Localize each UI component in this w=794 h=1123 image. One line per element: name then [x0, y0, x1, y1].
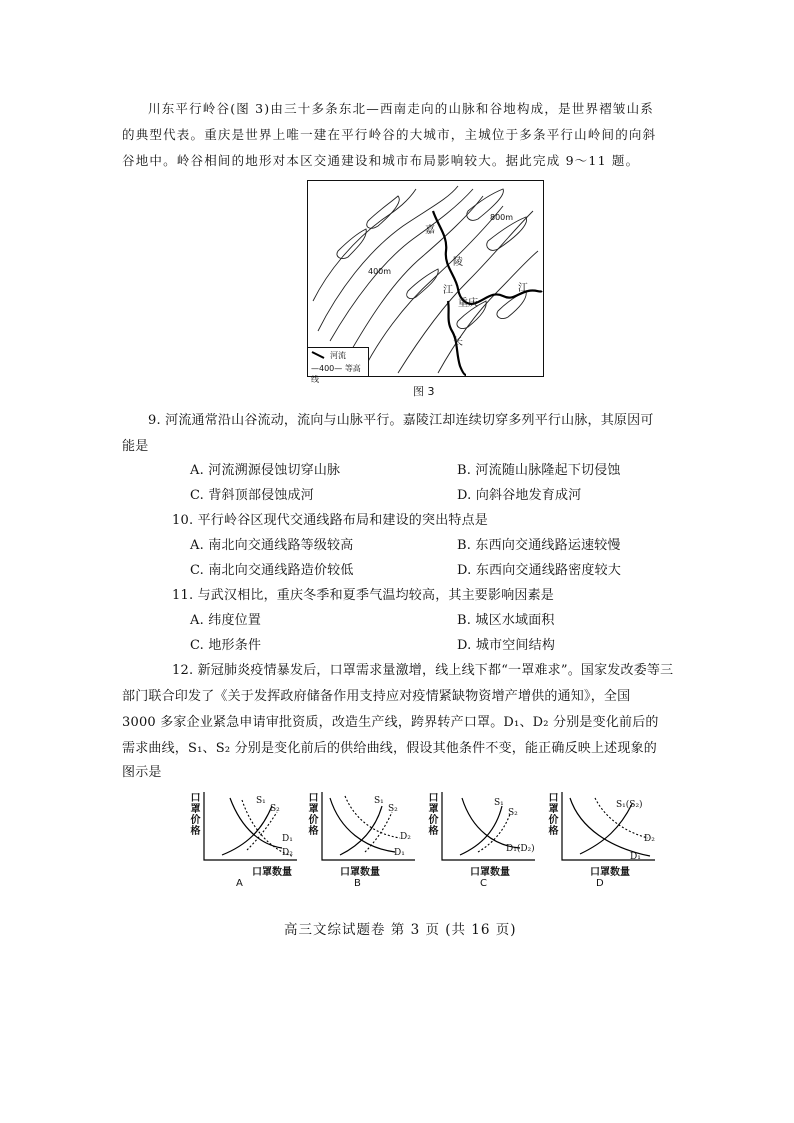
map-label-jiang-2: 江 [518, 283, 528, 294]
map-label-chang: 长 [453, 337, 463, 348]
q11-option-a: A. 纬度位置 [190, 613, 262, 628]
q10-option-a: A. 南北向交通线路等级较高 [190, 538, 354, 553]
graph-d-xlabel: 口罩数量 [590, 867, 630, 878]
intro-line-1: 川东平行岭谷(图 3)由三十多条东北—西南走向的山脉和谷地构成，是世界褶皱山系 [148, 101, 654, 116]
graph-b-d2: D₂ [400, 832, 411, 842]
q12-stem-line-3: 3000 多家企业紧急申请审批资质，改造生产线，跨界转产口罩。D₁、D₂ 分别是变化前后的 [122, 715, 659, 730]
q12-stem-line-1: 12. 新冠肺炎疫情暴发后，口罩需求量激增，线上线下都“一罩难求”。国家发改委等三 [172, 663, 674, 678]
graph-b-d1: D₁ [394, 848, 405, 858]
contour-map [308, 181, 542, 375]
q12-stem-line-2: 部门联合印发了《关于发挥政府储备作用支持应对疫情紧缺物资增产增供的通知》，全国 [122, 689, 631, 704]
graph-c [420, 790, 540, 890]
graph-b [300, 790, 420, 890]
graph-d-ylabel: 口罩价格 [546, 792, 557, 836]
q10-stem: 10. 平行岭谷区现代交通线路布局和建设的突出特点是 [172, 513, 489, 528]
map-label-jiang-1: 江 [443, 285, 453, 296]
q9-option-a: A. 河流溯源侵蚀切穿山脉 [190, 463, 341, 478]
river-legend-icon [311, 350, 325, 360]
legend-contour-label: —400— 等高线 [311, 364, 361, 384]
graph-a-s2: S₂ [270, 804, 280, 814]
q9-option-c: C. 背斜顶部侵蚀成河 [190, 488, 314, 503]
graph-c-letter: C [480, 878, 487, 889]
q10-option-c: C. 南北向交通线路造价较低 [190, 563, 354, 578]
graph-d-d1: D₁ [630, 852, 641, 862]
graph-c-s1: S₁ [494, 798, 504, 808]
graph-a [182, 790, 302, 890]
q12-stem-line-4: 需求曲线，S₁、S₂ 分别是变化前后的供给曲线，假设其他条件不变，能正确反映上述现象的 [122, 741, 657, 756]
graph-d-s: S₁(S₂) [616, 800, 643, 810]
q9-stem-line-2: 能是 [122, 439, 149, 454]
q12-stem-line-5: 图示是 [122, 765, 162, 780]
graph-d-letter: D [596, 878, 604, 889]
graph-b-ylabel: 口罩价格 [306, 792, 317, 836]
graph-c-d: D₁(D₂) [506, 844, 535, 854]
legend-river-label: 河流 [330, 351, 346, 360]
graph-a-s1: S₁ [256, 796, 266, 806]
map-figure-3 [307, 180, 544, 384]
intro-line-3: 谷地中。岭谷相间的地形对本区交通建设和城市布局影响较大。据此完成 9～11 题。 [122, 153, 640, 168]
q11-option-c: C. 地形条件 [190, 638, 262, 653]
page-footer: 高三文综试题卷 第 3 页 (共 16 页) [284, 922, 517, 938]
graph-b-letter: B [354, 878, 361, 889]
map-label-800m: 800m [490, 213, 514, 222]
graph-b-s2: S₂ [388, 804, 398, 814]
graph-a-letter: A [236, 878, 243, 889]
q11-stem: 11. 与武汉相比，重庆冬季和夏季气温均较高，其主要影响因素是 [172, 588, 555, 603]
map-label-chongqing: 重庆 [458, 298, 478, 309]
q10-option-d: D. 东西向交通线路密度较大 [457, 563, 622, 578]
q9-stem-line-1: 9. 河流通常沿山谷流动，流向与山脉平行。嘉陵江却连续切穿多列平行山脉，其原因可 [148, 413, 654, 428]
graph-b-xlabel: 口罩数量 [340, 867, 380, 878]
map-legend [308, 347, 369, 384]
graph-a-xlabel: 口罩数量 [252, 867, 292, 878]
q10-option-b: B. 东西向交通线路运速较慢 [457, 538, 621, 553]
map-label-ling: 陵 [453, 257, 463, 268]
q11-option-d: D. 城市空间结构 [457, 638, 556, 653]
graph-a-d1: D₁ [282, 834, 293, 844]
graph-b-s1: S₁ [374, 796, 384, 806]
map-label-400m: 400m [368, 267, 392, 276]
graph-c-xlabel: 口罩数量 [470, 867, 510, 878]
graph-c-ylabel: 口罩价格 [426, 792, 437, 836]
figure-caption: 图 3 [413, 385, 435, 398]
graph-d [540, 790, 664, 890]
q9-option-d: D. 向斜谷地发育成河 [457, 488, 582, 503]
graph-a-d2: D₂ [282, 848, 293, 858]
graph-a-ylabel: 口罩价格 [188, 792, 199, 836]
intro-line-2: 的典型代表。重庆是世界上唯一建在平行岭谷的大城市，主城位于多条平行山岭间的向斜 [122, 127, 657, 142]
q11-option-b: B. 城区水域面积 [457, 613, 555, 628]
graph-d-d2: D₂ [644, 834, 655, 844]
graph-c-s2: S₂ [508, 808, 518, 818]
q9-option-b: B. 河流随山脉隆起下切侵蚀 [457, 463, 621, 478]
map-label-jia: 嘉 [425, 225, 435, 236]
